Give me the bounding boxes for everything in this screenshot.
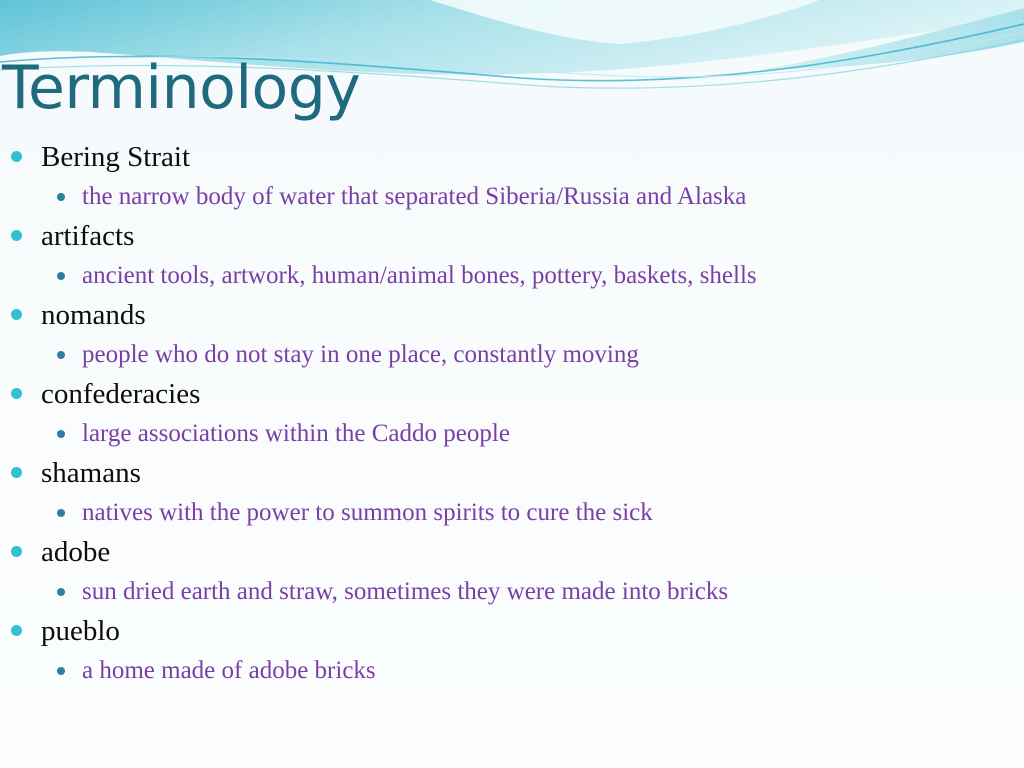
term-label: nomands bbox=[41, 299, 146, 331]
definition-bullet-icon bbox=[57, 351, 65, 359]
definition-label: sun dried earth and straw, sometimes they were made into bricks bbox=[82, 578, 729, 605]
term-list bbox=[0, 138, 1024, 691]
term-bullet-icon bbox=[11, 230, 22, 241]
term-label: Bering Strait bbox=[41, 141, 191, 173]
term-item bbox=[0, 296, 1024, 375]
term-row bbox=[0, 217, 1024, 257]
definition-row bbox=[0, 573, 1024, 612]
slide-title: Terminology bbox=[2, 53, 361, 123]
definition-bullet-icon bbox=[57, 430, 65, 438]
definition-row bbox=[0, 415, 1024, 454]
definition-bullet-icon bbox=[57, 193, 65, 201]
term-label: artifacts bbox=[41, 220, 135, 252]
definition-bullet-icon bbox=[57, 667, 65, 675]
definition-row bbox=[0, 178, 1024, 217]
definition-label: ancient tools, artwork, human/animal bones, pottery, baskets, shells bbox=[82, 262, 757, 289]
definition-bullet-icon bbox=[57, 272, 65, 280]
definition-bullet-icon bbox=[57, 509, 65, 517]
term-bullet-icon bbox=[11, 467, 22, 478]
term-row bbox=[0, 612, 1024, 652]
definition-row bbox=[0, 494, 1024, 533]
term-label: shamans bbox=[41, 457, 141, 489]
definition-row bbox=[0, 336, 1024, 375]
term-item bbox=[0, 454, 1024, 533]
term-item bbox=[0, 533, 1024, 612]
term-row bbox=[0, 375, 1024, 415]
term-bullet-icon bbox=[11, 546, 22, 557]
term-item bbox=[0, 138, 1024, 217]
term-row bbox=[0, 533, 1024, 573]
definition-label: a home made of adobe bricks bbox=[82, 657, 376, 684]
term-bullet-icon bbox=[11, 309, 22, 320]
term-label: pueblo bbox=[41, 615, 120, 647]
definition-label: the narrow body of water that separated Siberia/Russia and Alaska bbox=[82, 183, 747, 210]
term-row bbox=[0, 454, 1024, 494]
term-bullet-icon bbox=[11, 625, 22, 636]
term-label: adobe bbox=[41, 536, 111, 568]
definition-row bbox=[0, 652, 1024, 691]
term-item bbox=[0, 375, 1024, 454]
term-item bbox=[0, 612, 1024, 691]
term-bullet-icon bbox=[11, 388, 22, 399]
definition-label: natives with the power to summon spirits to cure the sick bbox=[82, 499, 653, 526]
definition-bullet-icon bbox=[57, 588, 65, 596]
term-row bbox=[0, 296, 1024, 336]
term-item bbox=[0, 217, 1024, 296]
term-bullet-icon bbox=[11, 151, 22, 162]
definition-label: people who do not stay in one place, constantly moving bbox=[82, 341, 639, 368]
term-label: confederacies bbox=[41, 378, 201, 410]
term-row bbox=[0, 138, 1024, 178]
definition-label: large associations within the Caddo people bbox=[82, 420, 510, 447]
definition-row bbox=[0, 257, 1024, 296]
